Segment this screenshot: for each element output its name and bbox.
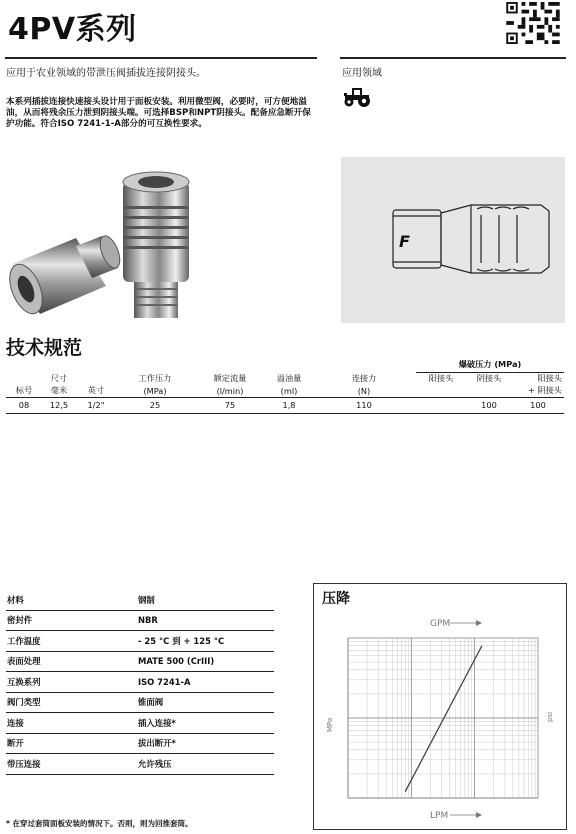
tractor-icon [342,86,372,108]
qr-code-icon [505,2,561,44]
materials-row [6,692,274,713]
subtitle: 应用于农业领域的带泄压阀插拔连接阴接头。 [6,68,206,79]
table-cell: 75 [224,400,236,410]
materials-key: 断开 [6,733,137,754]
top-axis-label: GPM [430,619,451,629]
materials-row [6,610,274,631]
materials-row [6,651,274,672]
col-header-line1: 工作压力 [138,373,172,383]
table-cell: 110 [356,400,372,410]
materials-key: 密封件 [6,610,137,631]
materials-table [6,590,274,775]
table-row [6,397,564,413]
product-photo [6,168,216,333]
coupler-diagram [341,157,565,323]
materials-row [6,590,274,610]
col-header-line1 [76,372,116,385]
footnote: * 在穿过套筒面板安装的情况下。否则，则为回推套筒。 [6,819,193,828]
materials-key: 工作温度 [6,631,137,652]
materials-value: 插入连接* [137,713,274,734]
materials-value: NBR [137,610,274,631]
materials-value: - 25 °C 到 + 125 °C [137,631,274,652]
table-cell: 100 [530,400,546,410]
materials-key: 材料 [6,590,137,610]
col-header-line2: (l/min) [216,385,244,396]
description: 本系列插拔连接快速接头设计用于面板安装。利用微型阀，必要时，可方便地溢油，从而将残余压力泄到阴接头端。可选择BSP和NPT阴接头。配备应急断开保护功能。符合ISO 7241-1-A部分的可互换性要求。 [6,97,311,129]
col-header-line1: 阳接头 [428,373,454,384]
col-header-line2: 毫米 [50,385,68,396]
materials-key: 阀门类型 [6,692,137,713]
materials-row [6,713,274,734]
col-header-line1: 溢油量 [276,373,302,383]
table-cell [416,397,466,413]
col-header-line2: 标号 [15,385,33,396]
spec-section-title: 技术规范 [6,337,83,359]
materials-value: MATE 500 (CrIII) [137,651,274,672]
materials-key: 表面处理 [6,651,137,672]
materials-key: 互换系列 [6,672,137,693]
pressure-drop-chart [326,612,558,824]
chart-grid [348,638,538,798]
col-header-line2 [416,385,466,397]
diagram-letter: F [399,232,410,251]
page-title: 4PV系列 [8,12,137,47]
col-header-line1 [6,372,42,385]
materials-row [6,754,274,775]
female-coupler-image [123,172,189,318]
male-coupler-image [6,233,124,318]
left-axis-label: MPa [326,717,334,732]
table-cell: 25 [149,400,161,410]
header-rule-right [340,57,566,59]
bottom-axis-arrow-icon [476,812,482,818]
materials-value: ISO 7241-A [137,672,274,693]
application-title: 应用领域 [342,68,382,79]
table-cell: 12,5 [49,400,69,410]
col-header-line2: 英寸 [87,385,105,396]
col-header-line1: 尺寸 [50,373,68,383]
materials-row [6,631,274,652]
materials-key: 连接 [6,713,137,734]
col-header-line2: (MPa) [143,385,167,396]
table-cell: 1/2" [87,400,105,410]
coupler-outline-drawing [341,157,565,323]
col-header-line1: 阴接头 [476,373,502,384]
pressure-drop-title: 压降 [322,591,350,607]
col-header-line2 [466,385,512,397]
materials-value: 钢制 [137,590,274,610]
col-header-line2: + 阴接头 [527,385,562,396]
bottom-axis-label: LPM [430,811,449,821]
header-rule-left [5,57,317,59]
col-header-line1: 额定流量 [213,373,247,383]
table-cell: 08 [18,400,30,410]
materials-key: 带压连接 [6,754,137,775]
col-header-line2: (N) [357,385,371,396]
materials-value: 允许残压 [137,754,274,775]
col-header-line2: (ml) [280,385,298,396]
col-header-line1: 连接力 [351,373,377,383]
top-axis-arrow-icon [476,620,482,626]
materials-value: 锥面阀 [137,692,274,713]
materials-value: 拔出断开* [137,733,274,754]
table-cell: 1,8 [282,400,296,410]
materials-row [6,733,274,754]
col-header-line1: 阳接头 [537,373,562,384]
table-cell: 100 [481,400,497,410]
spec-table [6,358,564,414]
burst-pressure-group-header: 爆破压力 (MPa) [416,358,564,372]
materials-row [6,672,274,693]
right-axis-label: psi [546,711,554,722]
